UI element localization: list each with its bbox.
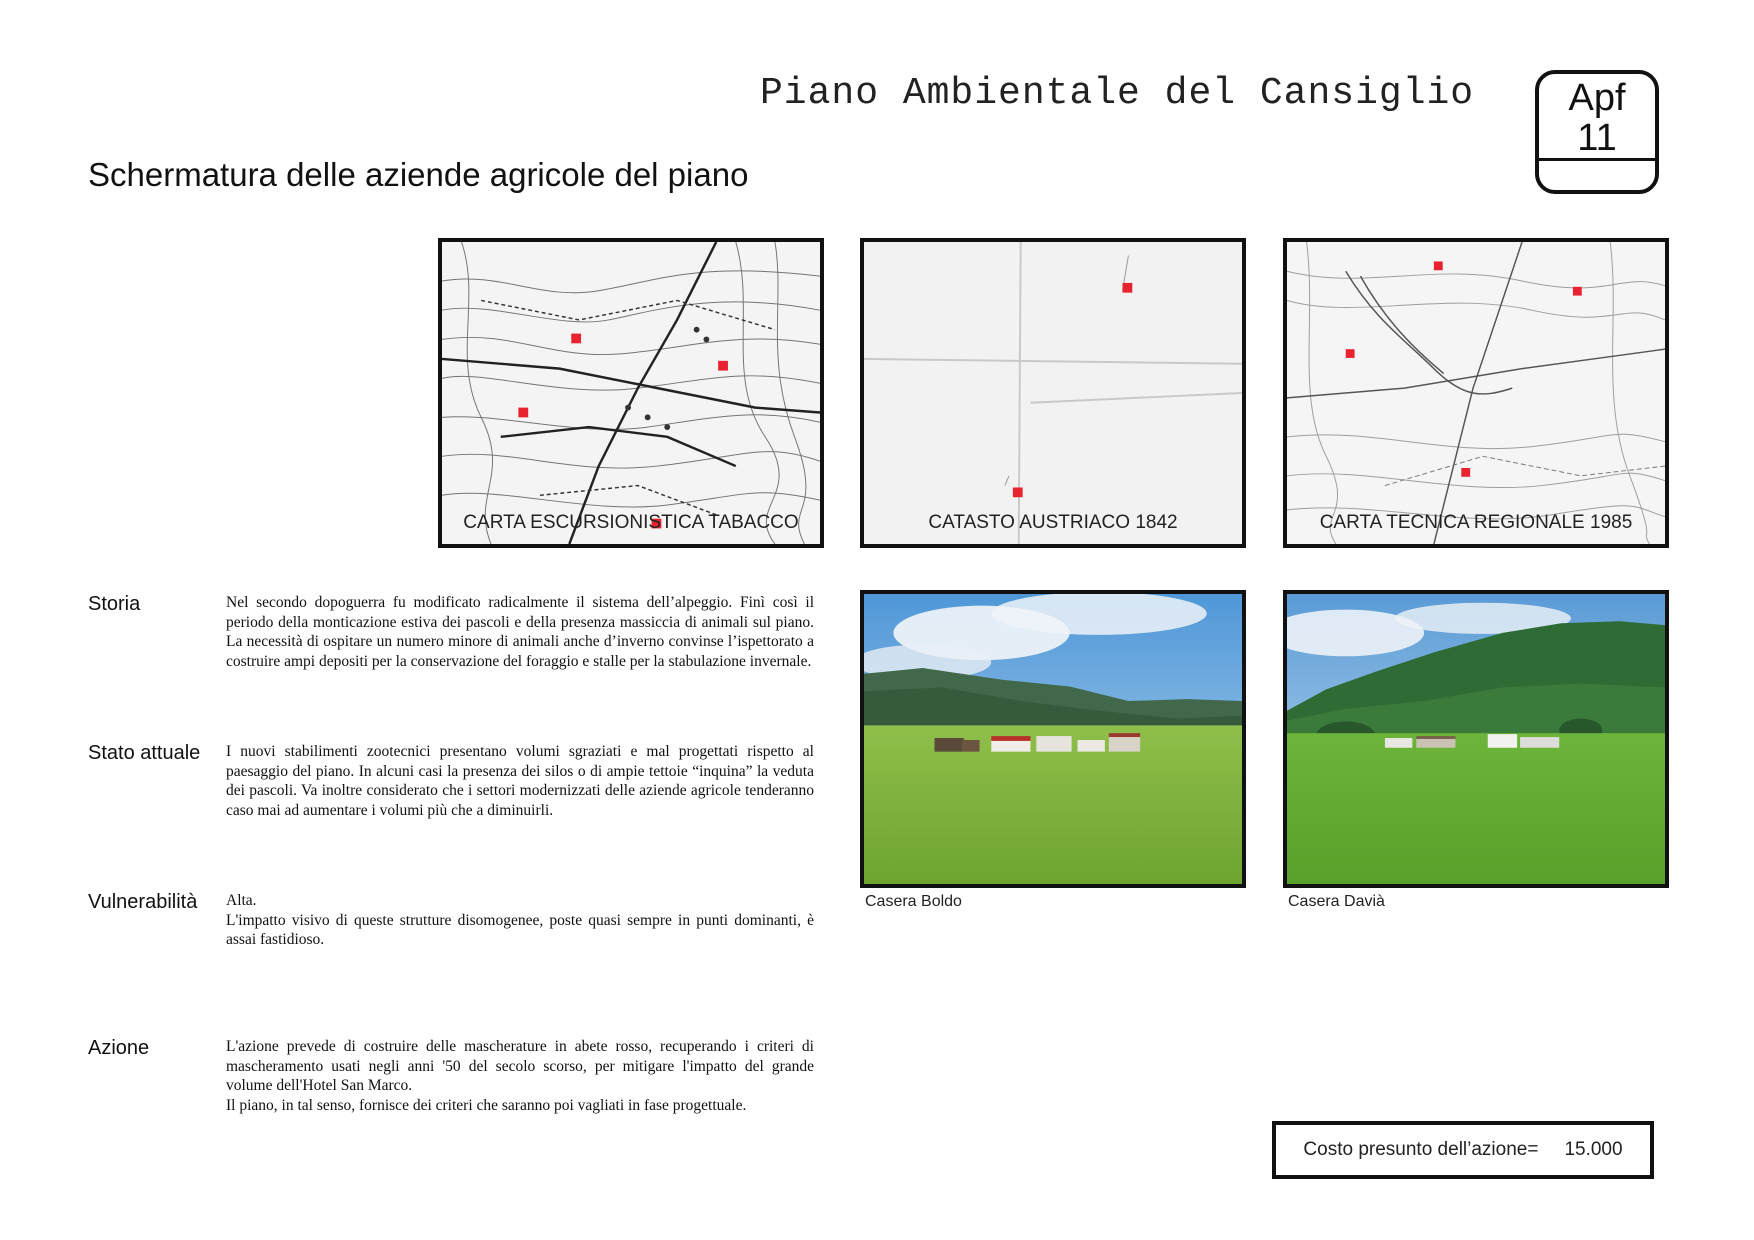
cost-value: 15.000: [1564, 1139, 1623, 1160]
caption-casera-davia: Casera Davià: [1288, 893, 1385, 910]
storia-paragraph: Nel secondo dopoguerra fu modificato radicalmente il sistema dell’alpeggio. Finì così il periodo della monticazione estiva dei pascoli e della presenza massiccia di animali sul piano. La necessità di ospitare un numero minore di animali anche d’inverno convinse l’ispettorato a costruire ampi depositi per la conservazione del foraggio e stalle per la stabulazione invernale.: [226, 594, 814, 670]
map-ctr: [1283, 238, 1669, 548]
photo-casera-davia: [1283, 590, 1669, 888]
map-tabacco-image: [442, 242, 820, 544]
plan-title: Piano Ambientale del Cansiglio: [760, 72, 1475, 115]
caption-casera-boldo: Casera Boldo: [865, 893, 962, 910]
section-label-stato-attuale: Stato attuale: [88, 742, 201, 764]
photo-casera-boldo: [860, 590, 1246, 888]
section-text-stato-attuale: [226, 742, 814, 820]
vulnerabilita-line-2: L'impatto visivo di queste strutture disomogenee, poste quasi sempre in punti dominanti, è assai fastidioso.: [226, 911, 814, 948]
sheet-title: Schermatura delle aziende agricole del piano: [88, 156, 749, 193]
sheet-code: Apf 11: [1568, 77, 1626, 159]
vulnerabilita-line-1: Alta.: [226, 892, 257, 909]
stato-attuale-paragraph: I nuovi stabilimenti zootecnici presentano volumi sgraziati e mal progettati rispetto al paesaggio del piano. In alcuni casi la presenza dei silos o di ampie tettoie “inquina” la veduta dei pascoli. Va inoltre considerato che i settori modernizzati delle aziende agricole tenderanno caso mai ad aumentare i volumi più che a diminuirli.: [226, 743, 814, 819]
map-label-catasto: CATASTO AUSTRIACO 1842: [928, 512, 1178, 533]
sheet-code-box: [1535, 70, 1659, 194]
azione-line-2: Il piano, in tal senso, fornisce dei criteri che saranno poi vagliati in fase progettuale.: [226, 1096, 747, 1114]
map-label-ctr: CARTA TECNICA REGIONALE 1985: [1319, 512, 1633, 533]
code-box-divider: [1539, 158, 1655, 161]
photo-casera-boldo-image: [864, 594, 1242, 884]
cost-label: Costo presunto dell’azione=: [1303, 1139, 1539, 1160]
section-label-vulnerabilita: Vulnerabilità: [88, 891, 198, 913]
map-tabacco: [438, 238, 824, 548]
cost-box: [1272, 1121, 1654, 1179]
photo-casera-davia-image: [1287, 594, 1665, 884]
section-text-storia: [226, 593, 814, 671]
section-label-storia: Storia: [88, 593, 141, 615]
map-label-tabacco: CARTA ESCURSIONISTICA TABACCO: [463, 512, 799, 533]
section-text-vulnerabilita: [226, 891, 814, 950]
map-catasto: [860, 238, 1246, 548]
section-label-azione: Azione: [88, 1037, 150, 1059]
section-text-azione: [226, 1037, 814, 1115]
azione-line-1: L'azione prevede di costruire delle mascherature in abete rosso, recuperando i criteri di mascheramento usati negli anni '50 del secolo scorso, per mitigare l'impatto del grande volume dell'Hotel San Marco.: [226, 1038, 814, 1094]
map-ctr-image: [1287, 242, 1665, 544]
map-catasto-image: [864, 242, 1242, 544]
